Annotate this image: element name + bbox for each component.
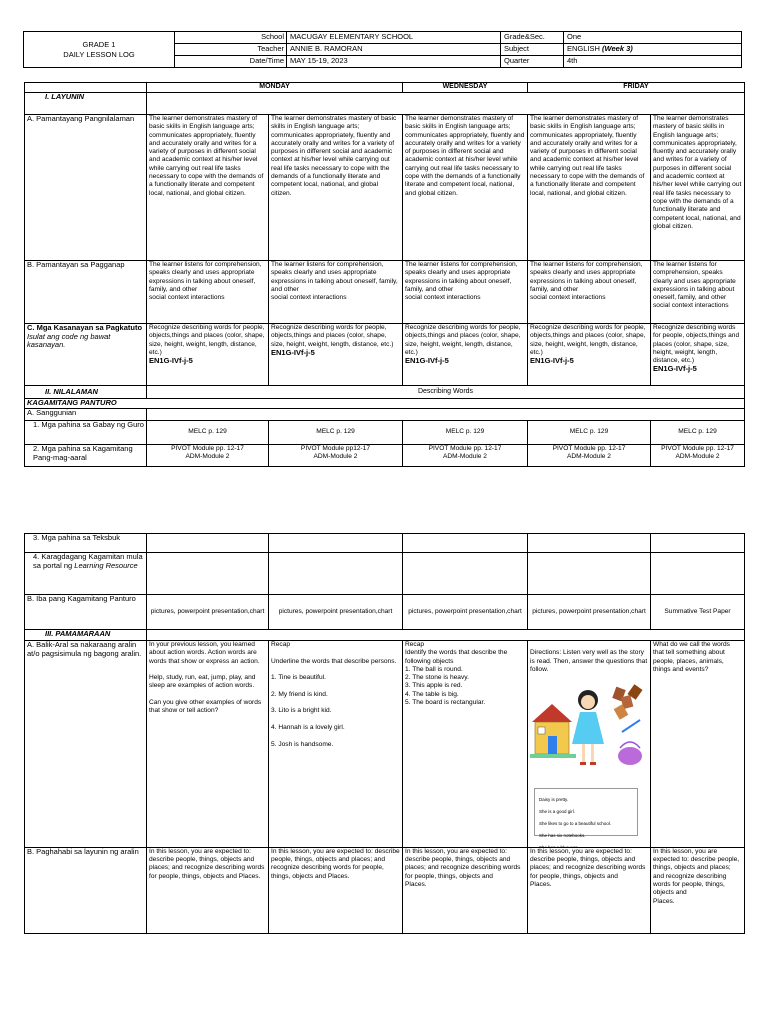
kasanayan-tue <box>269 324 403 386</box>
girl-and-house-illustration <box>530 682 648 782</box>
bag <box>618 747 642 765</box>
teacher-value: ANNIE B. RAMORAN <box>287 44 501 56</box>
kasanayan-thu <box>528 324 651 386</box>
house-door <box>548 736 557 754</box>
school-label: School <box>175 32 287 44</box>
gabay-tue: MELC p. 129 <box>269 421 403 445</box>
iba-thu: pictures, powerpoint presentation,chart <box>528 595 651 630</box>
balik-wed: Recap Identify the words that describe the following objects 1. The ball is round. 2. The stone is heavy. 3. This apple is red. 4. The table is big. 5. The board is rectangular. <box>403 641 528 848</box>
row-label-iba: B. Iba pang Kagamitang Panturo <box>25 595 147 630</box>
gradesec-value: One <box>564 32 742 44</box>
girl-shoe-left <box>580 762 586 765</box>
kasanayan-fri-code: EN1G-IVf-j-5 <box>653 364 697 374</box>
story-line-1: Daisy is pretty. <box>539 797 569 803</box>
day-header-monday: MONDAY <box>147 83 403 93</box>
row-label-teksbuk: 3. Mga pahina sa Teksbuk <box>25 534 147 553</box>
kasanayan-tue-code: EN1G-IVf-j-5 <box>271 347 315 357</box>
row-label-mag-aaral: 2. Mga pahina sa Kagamitang Pang-mag-aaral <box>25 445 147 467</box>
grass <box>530 754 576 758</box>
pagganap-thu: The learner listens for comprehension, speaks clearly and uses appropriate expressions in talking about oneself, family, and other social context interactions <box>528 261 651 324</box>
paghahabi-mon: In this lesson, you are expected to: describe people, things, objects and places; and recognize describing words for people, things, objects and Places. <box>147 847 269 933</box>
row-label-karagdagang <box>25 553 147 595</box>
day-header-wednesday: WEDNESDAY <box>403 83 528 93</box>
balik-fri: What do we call the words that tell something about people, places, animals, things and events? <box>651 641 745 848</box>
gabay-mon: MELC p. 129 <box>147 421 269 445</box>
pagganap-wed: The learner listens for comprehension, speaks clearly and uses appropriate expressions in talking about oneself, family, and other social context interactions <box>403 261 528 324</box>
kasanayan-sub: Isulat ang code ng bawat kasanayan. <box>27 331 111 350</box>
mag-aaral-fri: PIVOT Module pp. 12-17 ADM-Module 2 <box>651 445 745 467</box>
story-line-2: She is a good girl. <box>539 809 576 815</box>
row-label-pagganap: B. Pamantayan sa Pagganap <box>25 261 147 324</box>
kasanayan-thu-code: EN1G-IVf-j-5 <box>530 356 574 366</box>
header-table <box>23 31 742 68</box>
kasanayan-thu-text: Recognize describing words for people, objects,things and places (color, shape, size, height, weight, length, distance, etc.) <box>530 324 646 356</box>
pangnilalaman-fri: The learner demonstrates mastery of basic skills in English language arts; communicates appropriately, fluently and accurately orally and writes for a variety of purposes in different social and academic context at his/her level while carrying out real life tasks necessary to cope with the demands of a functionally literate and competent local, national, and global citizen. <box>651 115 745 261</box>
lesson-table-page1 <box>24 82 745 467</box>
subject-name: ENGLISH <box>567 44 600 54</box>
gabay-thu: MELC p. 129 <box>528 421 651 445</box>
gradesec-label: Grade&Sec. <box>501 32 564 44</box>
story-line-4: She has six notebooks. <box>539 833 586 839</box>
balik-mon: In your previous lesson, you learned about action words. Action words are words that show or express an action. Help, study, run, eat, jump, play, and sleep are examples of action words. Can you give other examples of words that show or tell action? <box>147 641 269 848</box>
karagdagang-text: 4. Karagdagang Kagamitan mula sa portal ng <box>33 552 143 570</box>
section-nilalaman: II. NILALAMAN <box>25 386 147 399</box>
karagdagang-italic: Learning Resource <box>74 560 138 570</box>
kasanayan-wed <box>403 324 528 386</box>
pangnilalaman-thu: The learner demonstrates mastery of basic skills in English language arts; communicates appropriately, fluently and accurately orally and writes for a variety of purposes in different social and academic context at his/her level while carrying out real life tasks necessary to cope with the demands of a functionally literate and competent local, national, and global citizen. <box>528 115 651 261</box>
datetime-value: MAY 15-19, 2023 <box>287 56 501 68</box>
subject-value <box>564 44 742 56</box>
pagganap-fri: The learner listens for comprehension, speaks clearly and uses appropriate expressions in talking about oneself, family, and other social context interactions <box>651 261 745 324</box>
row-label-sanggunian: A. Sanggunian <box>25 409 147 421</box>
dll-title: DAILY LESSON LOG <box>63 49 135 59</box>
balik-tue: Recap Underline the words that describe persons. 1. Tine is beautiful. 2. My friend is kind. 3. Lito is a bright kid. 4. Hannah is a lovely girl. 5. Josh is handsome. <box>269 641 403 848</box>
subject-week: (Week 3) <box>602 44 633 54</box>
iba-tue: pictures, powerpoint presentation,chart <box>269 595 403 630</box>
kasanayan-wed-text: Recognize describing words for people, objects,things and places (color, shape, size, height, weight, length, distance, etc.) <box>405 324 521 356</box>
paghahabi-fri: In this lesson, you are expected to: describe people, things, objects and places; and recognize describing words for people, things, objects and Places. <box>651 847 745 933</box>
row-label-kasanayan <box>25 324 147 386</box>
girl-face <box>581 695 595 709</box>
house-window <box>538 727 545 734</box>
iba-fri: Summative Test Paper <box>651 595 745 630</box>
girl-leg-right <box>591 744 594 762</box>
kasanayan-mon <box>147 324 269 386</box>
kasanayan-title: C. Mga Kasanayan sa Pagkatuto <box>27 323 143 332</box>
iba-wed: pictures, powerpoint presentation,chart <box>403 595 528 630</box>
row-label-gabay: 1. Mga pahina sa Gabay ng Guro <box>25 421 147 445</box>
datetime-label: Date/Time <box>175 56 287 68</box>
quarter-label: Quarter <box>501 56 564 68</box>
grade-title-cell <box>24 32 175 68</box>
paghahabi-tue: In this lesson, you are expected to: describe people, things, objects and places; and recognize describing words for people, things, objects and Places. <box>269 847 403 933</box>
subject-label: Subject <box>501 44 564 56</box>
grade-label: GRADE 1 <box>82 39 116 49</box>
section-pamamaraan: III. PAMAMARAAN <box>25 630 147 641</box>
pangnilalaman-mon: The learner demonstrates mastery of basic skills in English language arts; communicates appropriately, fluently and accurately orally and writes for a variety of purposes in different social and academic context at his/her level while carrying out real life tasks necessary to cope with the demands of a functionally literate and competent local, national, and global citizen. <box>147 115 269 261</box>
gabay-fri: MELC p. 129 <box>651 421 745 445</box>
story-box <box>534 788 638 839</box>
row-label-balik-aral: A. Balik-Aral sa nakaraang aralin at/o pagsisimula ng bagong aralin. <box>25 641 147 848</box>
row-label-paghahabi: B. Paghahabi sa layunin ng aralin <box>25 847 147 933</box>
girl-dress <box>572 712 604 744</box>
kasanayan-mon-code: EN1G-IVf-j-5 <box>149 356 193 366</box>
kasanayan-fri <box>651 324 745 386</box>
nilalaman-value: Describing Words <box>147 386 745 399</box>
lesson-table-page2 <box>24 533 745 934</box>
kasanayan-mon-text: Recognize describing words for people, objects,things and places (color, shape, size, height, weight, length, distance, etc.) <box>149 324 265 356</box>
mag-aaral-mon: PIVOT Module pp. 12-17 ADM-Module 2 <box>147 445 269 467</box>
teacher-label: Teacher <box>175 44 287 56</box>
day-header-friday: FRIDAY <box>528 83 745 93</box>
pangnilalaman-tue: The learner demonstrates mastery of basic skills in English language arts; communicates appropriately, fluently and accurately orally and writes for a variety of purposes in different social and academic context at his/her level while carrying out real life tasks necessary to cope with the demands of a functionally literate and competent local, national, and global citizen. <box>269 115 403 261</box>
pagganap-tue: The learner listens for comprehension, speaks clearly and uses appropriate expressions in talking about oneself, family, and other social context interactions <box>269 261 403 324</box>
kasanayan-wed-code: EN1G-IVf-j-5 <box>405 356 449 366</box>
gabay-wed: MELC p. 129 <box>403 421 528 445</box>
iba-mon: pictures, powerpoint presentation,chart <box>147 595 269 630</box>
balik-thu-directions: Directions: Listen very well as the story is read. Then, answer the questions that follow. <box>530 649 648 673</box>
house-roof <box>532 704 572 722</box>
girl-shoe-right <box>590 762 596 765</box>
row-label-pangnilalaman: A. Pamantayang Pangnilalaman <box>25 115 147 261</box>
section-kagamitang: KAGAMITANG PANTURO <box>25 399 745 409</box>
girl-leg-left <box>582 744 585 762</box>
mag-aaral-wed: PIVOT Module pp. 12-17 ADM-Module 2 <box>403 445 528 467</box>
kasanayan-fri-text: Recognize describing words for people, objects,things and places (color, shape, size, height, weight, length, distance, etc.) <box>653 324 740 365</box>
school-value: MACUGAY ELEMENTARY SCHOOL <box>287 32 501 44</box>
kasanayan-tue-text: Recognize describing words for people, objects,things and places (color, shape, size, height, weight, length, distance, etc.) <box>271 324 394 348</box>
mag-aaral-thu: PIVOT Module pp. 12-17 ADM-Module 2 <box>528 445 651 467</box>
pagganap-mon: The learner listens for comprehension, speaks clearly and uses appropriate expressions in talking about oneself, family, and other social context interactions <box>147 261 269 324</box>
balik-thu <box>528 641 651 848</box>
pangnilalaman-wed: The learner demonstrates mastery of basic skills in English language arts; communicates appropriately, fluently and accurately orally and writes for a variety of purposes in different social and academic context at his/her level while carrying out real life tasks necessary to cope with the demands of a functionally literate and competent local, national, and global citizen. <box>403 115 528 261</box>
section-layunin: I. LAYUNIN <box>25 93 147 115</box>
story-illustration <box>530 682 648 838</box>
pen <box>622 720 640 732</box>
mag-aaral-tue: PIVOT Module pp12-17 ADM-Module 2 <box>269 445 403 467</box>
story-line-3: She likes to go to a beautiful school. <box>539 821 612 827</box>
paghahabi-wed: In this lesson, you are expected to: describe people, things, objects and places; and recognize describing words for people, things, objects and Places. <box>403 847 528 933</box>
paghahabi-thu: In this lesson, you are expected to: describe people, things, objects and places; and recognize describing words for people, things, objects and Places. <box>528 847 651 933</box>
quarter-value: 4th <box>564 56 742 68</box>
